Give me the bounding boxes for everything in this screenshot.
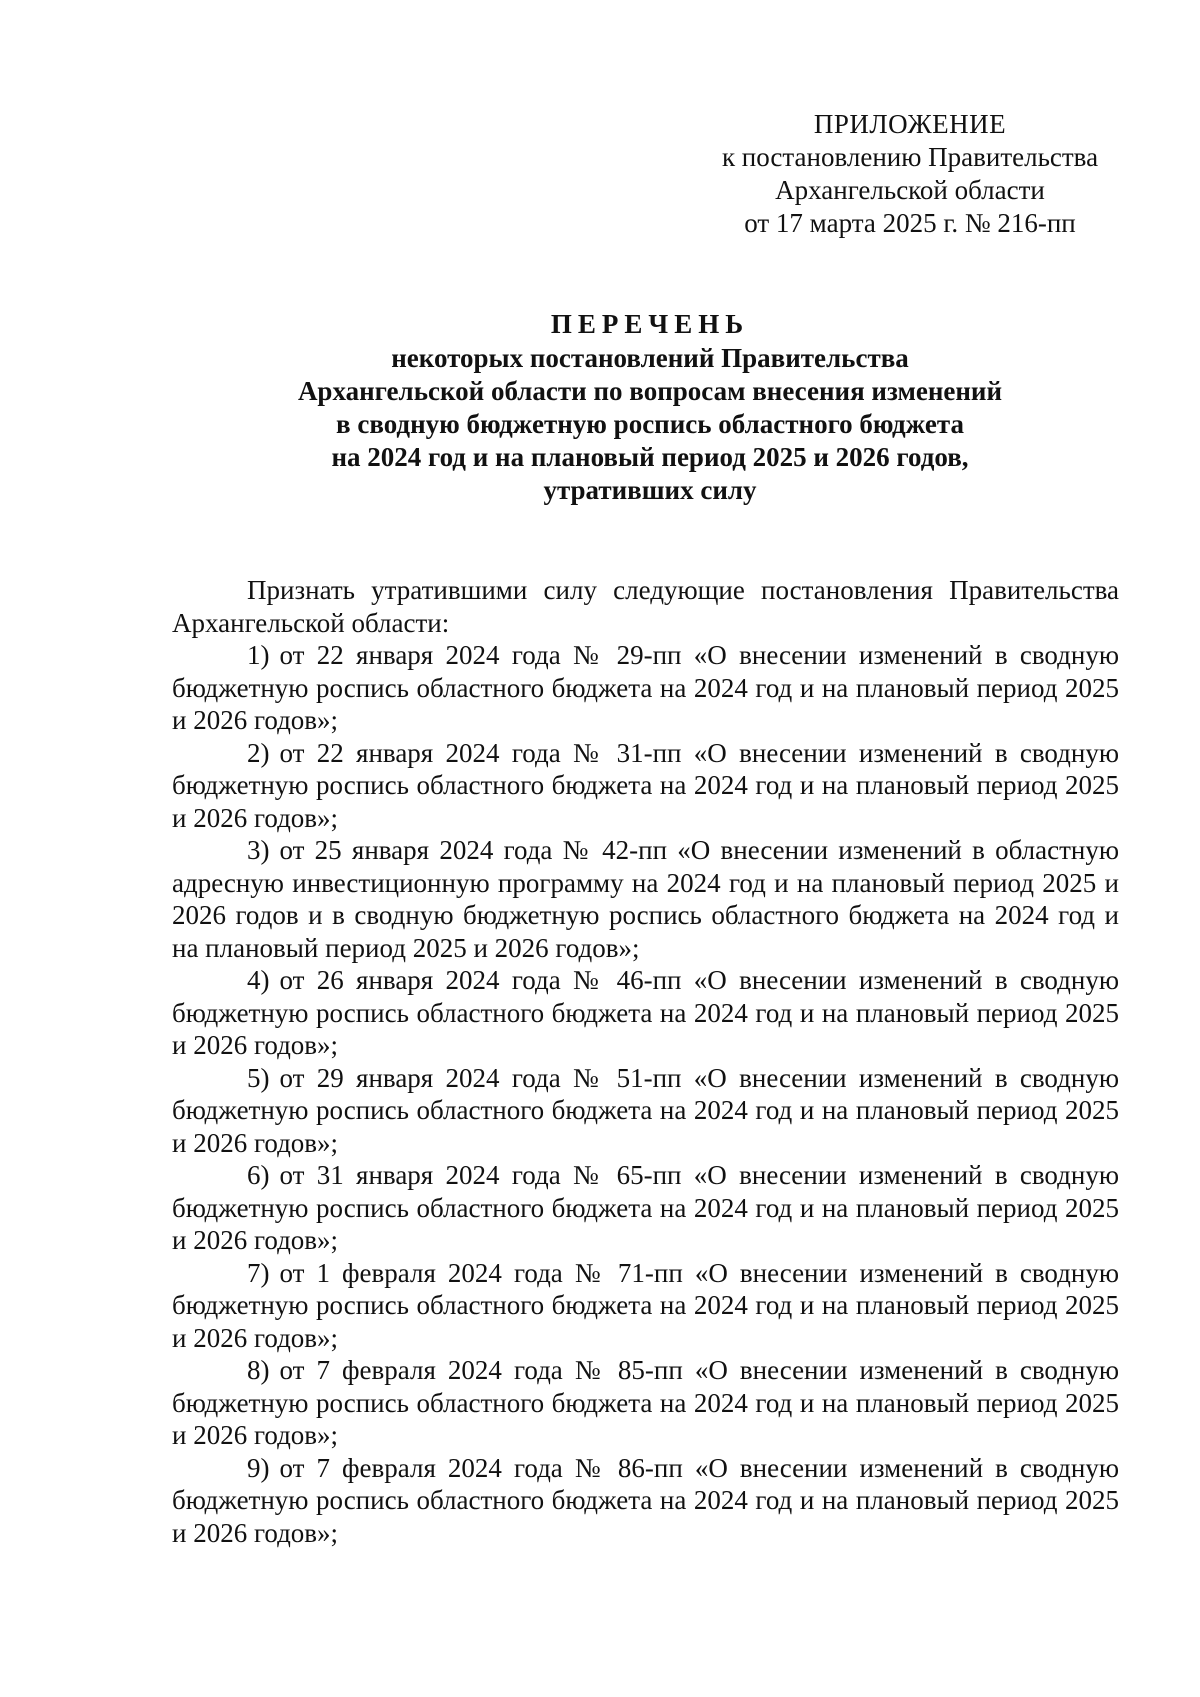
item-text: от 7 февраля 2024 года № 86-пп «О внесении изменений в сводную бюджетную роспись областного бюджета на 2024 год и на плановый период 2025 и 2026 годов»; [172,1452,1119,1548]
list-item [172,737,1119,835]
appendix-line-3: от 17 марта 2025 г. № 216-пп [744,208,1076,238]
item-number: 6) [247,1160,270,1190]
item-text: от 7 февраля 2024 года № 85-пп «О внесении изменений в сводную бюджетную роспись областного бюджета на 2024 год и на плановый период 2025 и 2026 годов»; [172,1355,1119,1450]
appendix-block [700,108,1120,240]
heading-line-1: некоторых постановлений Правительства [391,343,909,373]
document-body [172,574,1119,1549]
appendix-line-2: Архангельской области [775,175,1045,205]
item-text: от 22 января 2024 года № 29-пп «О внесении изменений в сводную бюджетную роспись областного бюджета на 2024 год и на плановый период 2025 и 2026 годов»; [172,640,1119,735]
item-number: 2) [247,737,270,768]
list-item [172,639,1119,737]
appendix-title: ПРИЛОЖЕНИЕ [813,109,1007,139]
item-number: 1) [247,640,270,670]
item-text: от 26 января 2024 года № 46-пп «О внесении изменений в сводную бюджетную роспись областного бюджета на 2024 год и на плановый период 2025 и 2026 годов»; [172,965,1119,1060]
item-number: 5) [247,1062,270,1093]
heading-line-4: на 2024 год и на плановый период 2025 и 2026 годов, [331,442,969,472]
appendix-line-1: к постановлению Правительства [721,142,1099,172]
item-text: от 22 января 2024 года № 31-пп «О внесении изменений в сводную бюджетную роспись областного бюджета на 2024 год и на плановый период 2025 и 2026 годов»; [172,737,1119,833]
item-number: 7) [247,1257,270,1288]
intro-paragraph: Признать утратившими силу следующие постановления Правительства Архангельской области: [172,575,1119,638]
heading-line-5: утративших силу [543,475,757,505]
list-item [172,1062,1119,1160]
item-text: от 1 февраля 2024 года № 71-пп «О внесении изменений в сводную бюджетную роспись областного бюджета на 2024 год и на плановый период 2025 и 2026 годов»; [172,1257,1119,1353]
item-number: 4) [247,965,270,995]
item-text: от 29 января 2024 года № 51-пп «О внесении изменений в сводную бюджетную роспись областного бюджета на 2024 год и на плановый период 2025 и 2026 годов»; [172,1062,1119,1158]
list-item [172,1452,1119,1550]
heading-line-3: в сводную бюджетную роспись областного бюджета [336,409,964,439]
heading-word: ПЕРЕЧЕНЬ [550,309,750,339]
list-item [172,964,1119,1062]
item-number: 8) [247,1355,270,1385]
list-item [172,1354,1119,1452]
item-number: 3) [247,835,270,865]
item-text: от 31 января 2024 года № 65-пп «О внесении изменений в сводную бюджетную роспись областного бюджета на 2024 год и на плановый период 2025 и 2026 годов»; [172,1160,1119,1255]
list-item [172,1257,1119,1355]
item-number: 9) [247,1452,270,1483]
document-heading [170,308,1130,507]
heading-line-2: Архангельской области по вопросам внесения изменений [297,376,1003,406]
list-item [172,1159,1119,1257]
list-item [172,834,1119,964]
item-text: от 25 января 2024 года № 42-пп «О внесении изменений в областную адресную инвестиционную программу на 2024 год и на плановый период 2025 и 2026 годов и в сводную бюджетную роспись областного бюджета на 2024 год и на плановый период 2025 и 2026 годов»; [172,835,1119,963]
